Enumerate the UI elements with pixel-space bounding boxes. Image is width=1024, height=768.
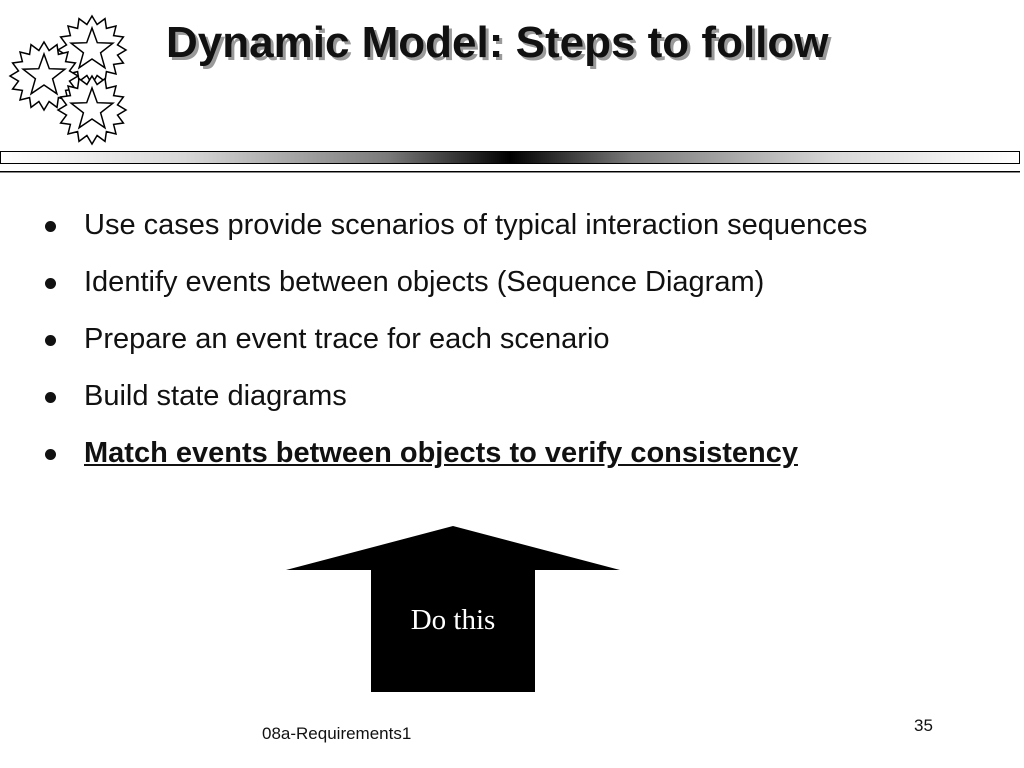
bullet-text: Prepare an event trace for each scenario [84, 323, 610, 355]
slide-title: Dynamic Model: Steps to follow [166, 18, 829, 67]
title-divider-thin [0, 171, 1020, 173]
bullet-dot-icon [45, 335, 56, 346]
bullet-text: Use cases provide scenarios of typical interaction sequences [84, 209, 868, 241]
bullet-item [0, 257, 884, 307]
bullet-list [0, 200, 1024, 485]
bullet-dot-icon [45, 221, 56, 232]
bullet-dot-icon [45, 392, 56, 403]
page-number: 35 [914, 716, 933, 735]
bullet-dot-icon [45, 278, 56, 289]
arrow-label: Do this [410, 604, 496, 636]
bullet-text: Match events between objects to verify consistency [84, 437, 798, 469]
bullet-item-emphasized [0, 428, 984, 478]
bullet-item [0, 371, 884, 421]
slide-footer: 08a-Requirements1 [262, 724, 412, 743]
bullet-text: Build state diagrams [84, 380, 347, 412]
bullet-item [0, 314, 884, 364]
stars-cluster-icon [0, 10, 140, 150]
bullet-dot-icon [45, 449, 56, 460]
bullet-item [0, 200, 884, 250]
title-divider [0, 151, 1020, 164]
bullet-text: Identify events between objects (Sequence Diagram) [84, 266, 765, 298]
